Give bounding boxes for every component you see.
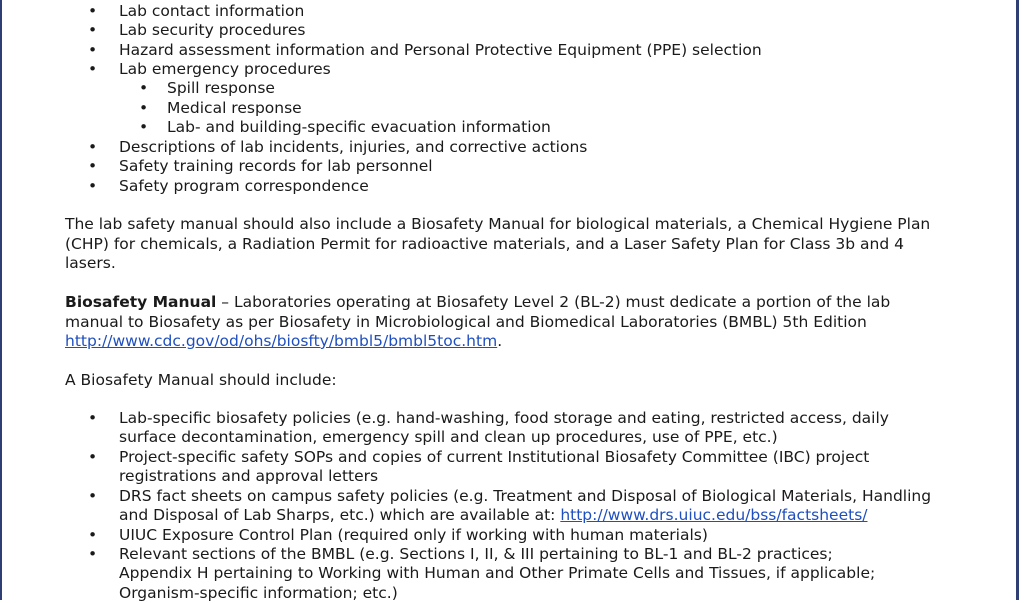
list-item: • Safety program correspondence bbox=[119, 177, 369, 196]
biosafety-heading: Biosafety Manual bbox=[65, 293, 217, 311]
list-item bbox=[119, 487, 931, 526]
list-item: • UIUC Exposure Control Plan (required only if working with human materials) bbox=[119, 526, 708, 545]
list-item: • Lab- and building-specific evacuation information bbox=[167, 118, 551, 137]
bmbl-link[interactable]: http://www.cdc.gov/od/ohs/biosfty/bmbl5/bmbl5toc.htm bbox=[65, 332, 498, 350]
list-item bbox=[119, 545, 875, 603]
intro-text: A Biosafety Manual should include: bbox=[65, 371, 337, 389]
list-item-line: registrations and approval letters bbox=[119, 467, 379, 486]
paragraph-line: (CHP) for chemicals, a Radiation Permit for radioactive materials, and a Laser Safety Plan for Class 3b and 4 bbox=[65, 235, 904, 253]
list-item-line: • Lab-specific biosafety policies (e.g. hand-washing, food storage and eating, restricted access, daily bbox=[119, 409, 889, 427]
biosafety-text: – Laboratories operating at Biosafety Level 2 (BL-2) must dedicate a portion of the lab bbox=[216, 293, 891, 311]
list-item-line: surface decontamination, emergency spill and clean up procedures, use of PPE, etc.) bbox=[119, 428, 778, 447]
biosafety-paragraph-line: manual to Biosafety as per Biosafety in Microbiological and Biomedical Laboratories (BMBL) 5th Edition bbox=[65, 313, 867, 331]
list-item: • Hazard assessment information and Personal Protective Equipment (PPE) selection bbox=[119, 41, 762, 60]
list-item: • Lab security procedures bbox=[119, 21, 305, 40]
biosafety-paragraph-line bbox=[65, 293, 965, 312]
list-item-line: Appendix H pertaining to Working with Human and Other Primate Cells and Tissues, if applicable; bbox=[119, 564, 876, 583]
paragraph-line: lasers. bbox=[65, 254, 116, 272]
list-item-line: • Project-specific safety SOPs and copies of current Institutional Biosafety Committee (IBC) project bbox=[119, 448, 870, 466]
list-item-line: • Relevant sections of the BMBL (e.g. Sections I, II, & III pertaining to BL-1 and BL-2 practices; bbox=[119, 545, 833, 563]
list-item: • Safety training records for lab personnel bbox=[119, 157, 433, 176]
list-item bbox=[119, 448, 869, 487]
drs-factsheets-link[interactable]: http://www.drs.uiuc.edu/bss/factsheets/ bbox=[560, 506, 868, 525]
list-item: • Descriptions of lab incidents, injuries, and corrective actions bbox=[119, 138, 587, 157]
list-item-line: • DRS fact sheets on campus safety policies (e.g. Treatment and Disposal of Biological Materials, Handling bbox=[119, 487, 932, 505]
list-item-text: and Disposal of Lab Sharps, etc.) which are available at: bbox=[119, 506, 561, 525]
list-item: • Lab emergency procedures bbox=[119, 60, 331, 79]
link-suffix: . bbox=[497, 332, 503, 350]
list-item: • Lab contact information bbox=[119, 2, 304, 21]
biosafety-paragraph-line bbox=[65, 332, 965, 351]
list-item-line: Organism-specific information; etc.) bbox=[119, 583, 398, 602]
paragraph-line: The lab safety manual should also include a Biosafety Manual for biological materials, a Chemical Hygiene Plan bbox=[65, 215, 931, 233]
list-item: • Medical response bbox=[167, 99, 302, 118]
list-item bbox=[119, 409, 889, 448]
list-item-line bbox=[119, 506, 931, 525]
list-item: • Spill response bbox=[167, 79, 275, 98]
